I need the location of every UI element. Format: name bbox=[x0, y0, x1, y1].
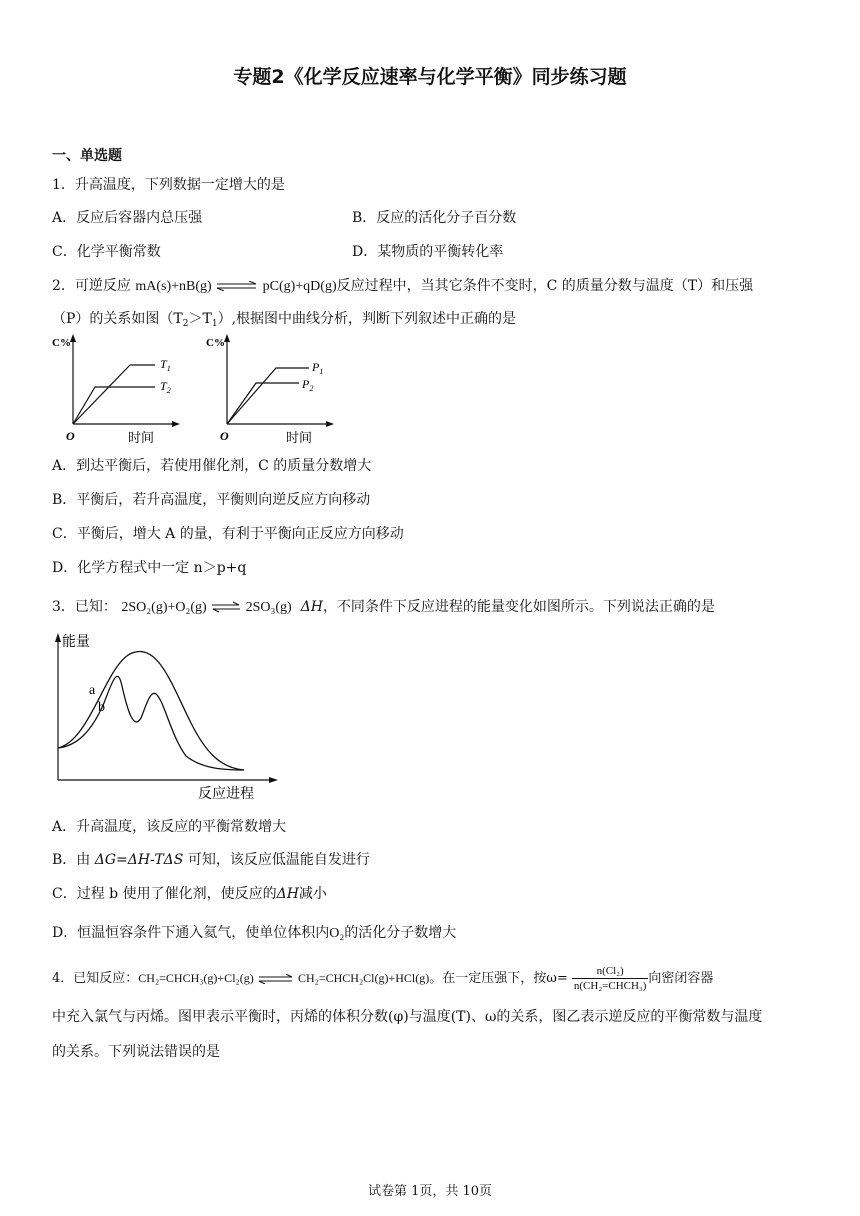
q2g1-ylabel: C% bbox=[52, 337, 71, 349]
q3-option-a: A．升高温度，该反应的平衡常数增大 bbox=[52, 819, 287, 835]
q3-ylabel: 能量 bbox=[62, 635, 90, 650]
q3-optb-post: 可知，该反应低温能自发进行 bbox=[183, 852, 370, 868]
x-axis-arrow-icon bbox=[172, 421, 180, 427]
q3-xlabel: 反应进程 bbox=[198, 787, 254, 802]
q2g2-ylabel: C% bbox=[206, 337, 225, 349]
page-title: 专题2《化学反应速率与化学平衡》同步练习题 bbox=[233, 66, 627, 88]
section-heading: 一、单选题 bbox=[52, 148, 122, 164]
q2-graph-temperature bbox=[50, 330, 190, 448]
q3-option-b bbox=[52, 849, 370, 869]
q2g2-curve2-label: $P_2$ bbox=[302, 377, 314, 393]
q2-stem-end: ）,根据图中曲线分析，判断下列叙述中正确的是 bbox=[217, 311, 517, 327]
q1-option-a: A．反应后容器内总压强 bbox=[52, 210, 203, 226]
q4-eq-lhs: CH₂=CHCH₃(g)+Cl₂(g) bbox=[138, 971, 254, 985]
q2g2-curve1-label: $P_1$ bbox=[312, 360, 324, 376]
q2-lhs: mA(s)+nB(g) bbox=[135, 279, 212, 294]
q3-option-c bbox=[52, 883, 327, 903]
q3-optb-formula: ΔG=ΔH-TΔS bbox=[94, 852, 184, 868]
q2g1-curve1-label: $T_1$ bbox=[160, 357, 171, 373]
q2g2-origin: O bbox=[220, 429, 229, 443]
q2-option-a: A．到达平衡后，若使用催化剂，C 的质量分数增大 bbox=[52, 458, 372, 474]
x-axis-arrow-icon bbox=[269, 777, 278, 783]
q3-optd-o2: O₂ bbox=[329, 926, 345, 941]
q3-delta-h: ΔH bbox=[300, 599, 323, 615]
q2-option-d: D．化学方程式中一定 n＞p+q bbox=[52, 560, 247, 576]
q3-eq-rhs: 2SO₃(g) bbox=[245, 600, 292, 615]
q4-frac-num: n(Cl₂) bbox=[572, 964, 649, 979]
curve-p2 bbox=[227, 383, 299, 424]
q2-sub1: 2 bbox=[182, 319, 189, 329]
q4-eq-rhs: CH₂=CHCH₂Cl(g)+HCl(g) bbox=[297, 971, 430, 985]
q3-eq-lhs: 2SO₂(g)+O₂(g) bbox=[121, 600, 207, 615]
q2-graph-pressure bbox=[204, 330, 344, 448]
q4-stem-line3: 的关系。下列说法错误的是 bbox=[52, 1044, 220, 1060]
q2-option-b: B．平衡后，若升高温度，平衡则向逆反应方向移动 bbox=[52, 492, 371, 508]
q4-frac-den: n(CH₂=CHCH₃) bbox=[573, 980, 647, 992]
q2-stem-line1 bbox=[52, 275, 753, 295]
q1-option-b: B．反应的活化分子百分数 bbox=[352, 210, 517, 226]
q2-option-c: C．平衡后，增大 A 的量，有利于平衡向正反应方向移动 bbox=[52, 526, 404, 542]
q3-optd-post: 的活化分子数增大 bbox=[344, 925, 457, 941]
q4-omega-fraction bbox=[572, 964, 649, 993]
q2g1-xlabel: 时间 bbox=[128, 430, 155, 445]
q1-option-c: C．化学平衡常数 bbox=[52, 244, 161, 260]
curve-p1 bbox=[227, 368, 309, 424]
q3-optc-post: 减小 bbox=[298, 886, 327, 902]
q3-energy-graph bbox=[46, 628, 286, 806]
y-axis-arrow-icon bbox=[55, 633, 61, 642]
q1-option-d: D．某物质的平衡转化率 bbox=[352, 244, 504, 260]
q3-label-a: a bbox=[89, 683, 96, 698]
q3-number: 3．已知： bbox=[52, 599, 117, 615]
equilibrium-arrow-icon bbox=[258, 974, 294, 984]
curve-t1 bbox=[73, 365, 155, 424]
q2g2-xlabel: 时间 bbox=[286, 430, 313, 445]
q2-stem-mid: ＞T bbox=[188, 311, 212, 327]
q3-optb-pre: B．由 bbox=[52, 852, 95, 868]
q2g1-origin: O bbox=[66, 429, 75, 443]
q4-stem-line1 bbox=[52, 964, 713, 993]
q4-tail: 向密闭容器 bbox=[648, 971, 714, 986]
q2-sub2: 1 bbox=[211, 319, 218, 329]
q4-number: 4．已知反应： bbox=[52, 971, 139, 986]
q2-stem-line2 bbox=[52, 308, 516, 329]
q3-optc-dh: ΔH bbox=[276, 886, 299, 902]
curve-t2 bbox=[73, 387, 155, 424]
q3-option-d bbox=[52, 922, 456, 942]
q2-stem-a: 反应过程中，当其它条件不变时，C 的质量分数与温度（T）和压强 bbox=[336, 278, 754, 294]
q2-stem-b: （P）的关系如图（T bbox=[52, 311, 183, 327]
q2-rhs: pC(g)+qD(g) bbox=[262, 279, 337, 294]
q3-label-b: b bbox=[98, 700, 105, 715]
x-axis-arrow-icon bbox=[326, 421, 334, 427]
q1-stem: 1．升高温度，下列数据一定增大的是 bbox=[52, 177, 285, 193]
q4-stem-line2: 中充入氯气与丙烯。图甲表示平衡时，丙烯的体积分数(φ)与温度(T)、ω的关系，图乙表示逆反应的平衡常数与温度 bbox=[52, 1009, 763, 1025]
curve-a bbox=[58, 651, 244, 770]
q3-optd-pre: D．恒温恒容条件下通入氦气，使单位体积内 bbox=[52, 925, 330, 941]
q4-mid: 。在一定压强下，按ω= bbox=[429, 971, 568, 986]
equilibrium-arrow-icon bbox=[216, 281, 258, 291]
page-footer: 试卷第 1页，共 10页 bbox=[367, 1184, 493, 1199]
reversible-arrow-icon bbox=[211, 601, 241, 613]
q3-optc-pre: C．过程 b 使用了催化剂，使反应的 bbox=[52, 886, 277, 902]
q3-stem-end: ，不同条件下反应进程的能量变化如图所示。下列说法正确的是 bbox=[322, 599, 715, 615]
q3-stem bbox=[52, 596, 715, 616]
q2g1-curve2-label: $T_2$ bbox=[160, 379, 171, 395]
q2-number: 2．可逆反应 bbox=[52, 278, 136, 294]
